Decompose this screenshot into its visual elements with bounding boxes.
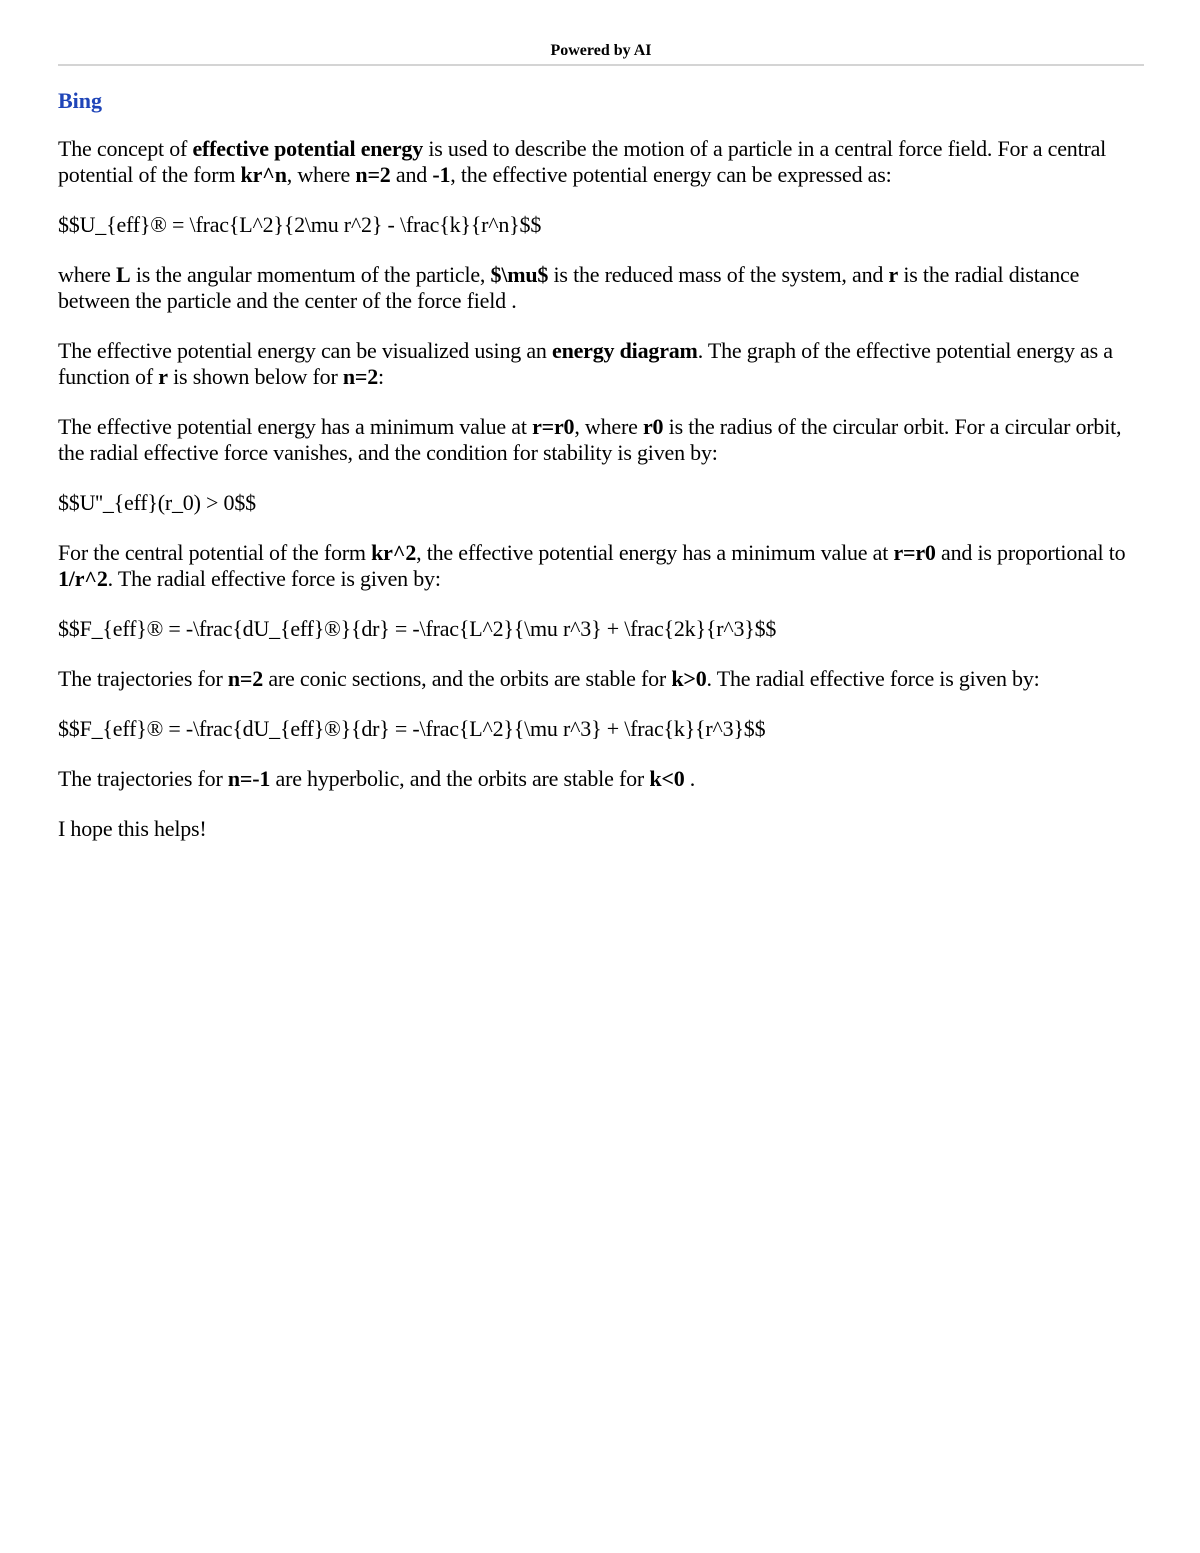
paragraph: [58, 490, 1144, 516]
page-header: [58, 40, 1144, 66]
text-segment: is the radius of the circular orbit. For a circular orbit, the radial effective force vanishes, and the condition for stability is given by:: [58, 414, 1122, 465]
text-segment: $$F_{eff}® = -\frac{dU_{eff}®}{dr} = -\frac{L^2}{\mu r^3} + \frac{k}{r^3}$$: [58, 716, 766, 741]
paragraph: [58, 262, 1144, 314]
text-segment: The effective potential energy has a minimum value at: [58, 414, 533, 439]
bold-text: energy diagram: [552, 338, 698, 363]
bold-text: kr^2: [371, 540, 417, 565]
text-segment: and: [390, 162, 433, 187]
bold-text: k<0: [649, 766, 685, 791]
brand-title: Bing: [58, 88, 103, 113]
paragraph: [58, 414, 1144, 466]
text-segment: .: [684, 766, 696, 791]
text-segment: The trajectories for: [58, 666, 228, 691]
bold-text: r=r0: [532, 414, 575, 439]
bold-text: n=-1: [227, 766, 271, 791]
text-segment: is the reduced mass of the system, and: [548, 262, 889, 287]
text-segment: where: [58, 262, 117, 287]
bold-text: r: [158, 364, 168, 389]
text-segment: I hope this helps!: [58, 816, 207, 841]
text-segment: The trajectories for: [58, 766, 228, 791]
paragraph-list: [58, 136, 1144, 842]
bold-text: 1/r^2: [58, 566, 108, 591]
text-segment: are conic sections, and the orbits are stable for: [263, 666, 672, 691]
text-segment: The effective potential energy can be visualized using an: [58, 338, 553, 363]
paragraph: [58, 766, 1144, 792]
paragraph: [58, 616, 1144, 642]
paragraph: [58, 540, 1144, 592]
text-segment: , the effective potential energy can be expressed as:: [450, 162, 892, 187]
text-segment: , the effective potential energy has a minimum value at: [416, 540, 894, 565]
bold-text: -1: [432, 162, 451, 187]
bold-text: n=2: [342, 364, 379, 389]
paragraph: [58, 338, 1144, 390]
text-segment: is the radial distance between the particle and the center of the force field .: [58, 262, 1080, 313]
bold-text: k>0: [671, 666, 707, 691]
bold-text: L: [116, 262, 131, 287]
text-segment: , where: [286, 162, 356, 187]
bold-text: kr^n: [240, 162, 287, 187]
text-segment: are hyperbolic, and the orbits are stable for: [270, 766, 650, 791]
document-body: [58, 86, 1144, 866]
paragraph: [58, 136, 1144, 188]
text-segment: For the central potential of the form: [58, 540, 372, 565]
bold-text: $\mu$: [490, 262, 549, 287]
text-segment: :: [378, 364, 384, 389]
paragraph: [58, 816, 1144, 842]
text-segment: $$U''_{eff}(r_0) > 0$$: [58, 490, 256, 515]
text-segment: $$F_{eff}® = -\frac{dU_{eff}®}{dr} = -\frac{L^2}{\mu r^3} + \frac{2k}{r^3}$$: [58, 616, 777, 641]
text-segment: $$U_{eff}® = \frac{L^2}{2\mu r^2} - \frac{k}{r^n}$$: [58, 212, 542, 237]
paragraph: [58, 716, 1144, 742]
text-segment: is shown below for: [167, 364, 343, 389]
text-segment: is used to describe the motion of a particle in a central force field. For a central potential of the form: [58, 136, 1107, 187]
bold-text: r=r0: [893, 540, 936, 565]
bold-text: r0: [642, 414, 664, 439]
text-segment: , where: [574, 414, 643, 439]
paragraph: [58, 212, 1144, 238]
text-segment: The concept of: [58, 136, 193, 161]
text-segment: is the angular momentum of the particle,: [130, 262, 491, 287]
header-text: Powered by AI: [550, 42, 652, 59]
paragraph: [58, 666, 1144, 692]
text-segment: . The graph of the effective potential energy as a function of: [58, 338, 1113, 389]
text-segment: . The radial effective force is given by:: [706, 666, 1040, 691]
bold-text: effective potential energy: [192, 136, 424, 161]
bold-text: n=2: [355, 162, 391, 187]
bold-text: r: [888, 262, 899, 287]
text-segment: . The radial effective force is given by:: [107, 566, 441, 591]
bold-text: n=2: [227, 666, 264, 691]
text-segment: and is proportional to: [935, 540, 1126, 565]
